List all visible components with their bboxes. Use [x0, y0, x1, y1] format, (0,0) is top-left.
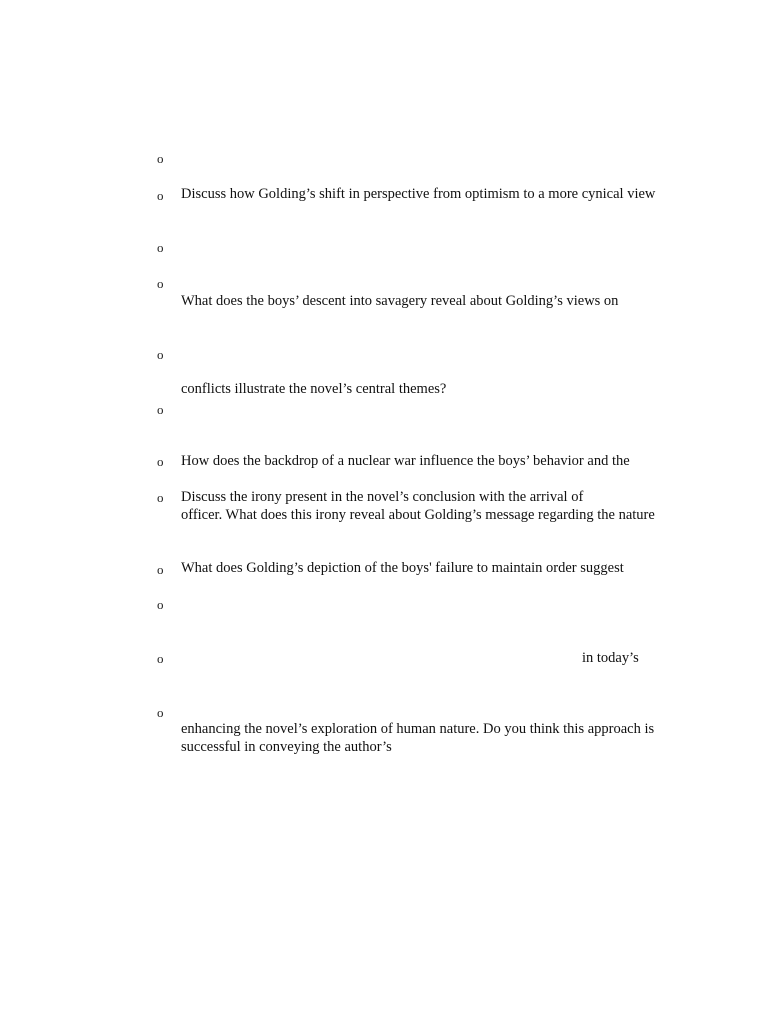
- list-bullet: o: [157, 454, 164, 469]
- list-bullet: o: [157, 651, 164, 666]
- list-item-text: Discuss how Golding’s shift in perspective from optimism to a more cynical view: [181, 186, 656, 202]
- list-bullet: o: [157, 151, 164, 166]
- list-bullet: o: [157, 597, 164, 612]
- list-bullet: o: [157, 705, 164, 720]
- list-bullet: o: [157, 276, 164, 291]
- list-item-text: Discuss the irony present in the novel’s conclusion with the arrival of: [181, 489, 584, 505]
- list-bullet: o: [157, 490, 164, 505]
- list-item-text: What does Golding’s depiction of the boys' failure to maintain order suggest: [181, 560, 624, 576]
- list-item-text: What does the boys’ descent into savagery reveal about Golding’s views on: [181, 293, 619, 309]
- list-item-text: officer. What does this irony reveal about Golding’s message regarding the nature: [181, 507, 655, 523]
- list-bullet: o: [157, 402, 164, 417]
- list-item-text: enhancing the novel’s exploration of human nature. Do you think this approach is: [181, 721, 655, 737]
- list-item-text: successful in conveying the author’s: [181, 739, 392, 755]
- list-item-text: in today’s: [582, 650, 639, 666]
- list-item-text: conflicts illustrate the novel’s central themes?: [181, 381, 447, 397]
- list-item-text: How does the backdrop of a nuclear war influence the boys’ behavior and the: [181, 453, 630, 469]
- list-bullet: o: [157, 562, 164, 577]
- list-bullet: o: [157, 240, 164, 255]
- list-bullet: o: [157, 347, 164, 362]
- list-bullet: o: [157, 188, 164, 203]
